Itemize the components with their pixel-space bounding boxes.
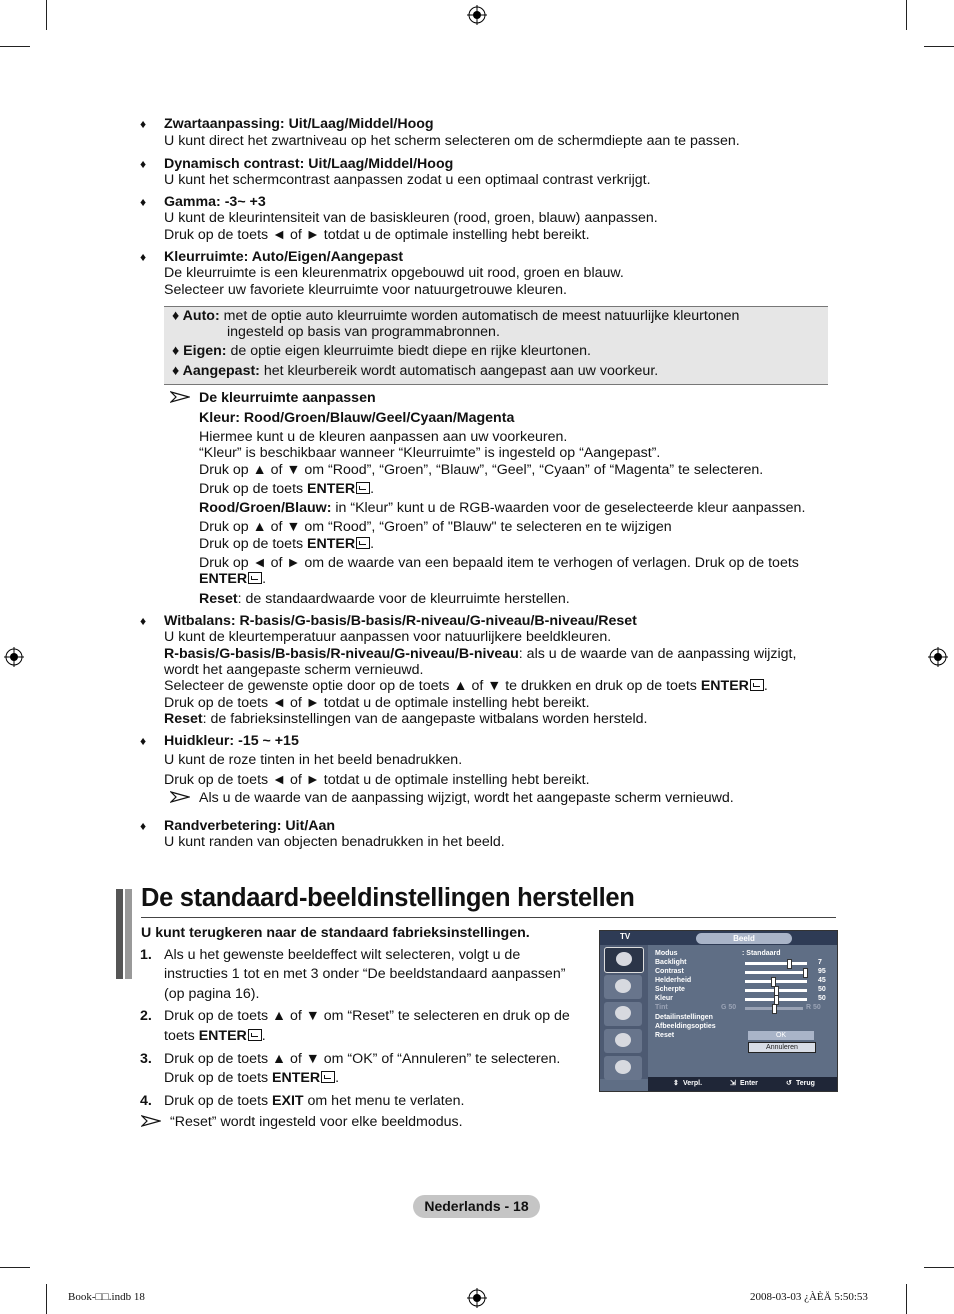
kleur-value: 50 — [818, 995, 826, 1002]
ok-option: OK — [748, 1031, 814, 1040]
contrast-value: 95 — [818, 968, 826, 975]
note-text: Als u de waarde van de aanpassing wijzigt, wordt het aangepaste scherm vernieuwd. — [199, 790, 734, 806]
crop-mark — [906, 1284, 907, 1314]
bullet-icon: ♦ — [140, 117, 147, 131]
step-text: Druk op de toets EXIT om het menu te verlaten. — [164, 1093, 465, 1109]
enter-icon — [248, 1029, 262, 1041]
step-text: Druk op de toets ▲ of ▼ om “Reset” te selecteren en druk op de — [164, 1008, 570, 1024]
bullet-text: Reset: de fabrieksinstellingen van de aangepaste witbalans worden hersteld. — [164, 711, 648, 727]
bullet-icon: ♦ — [140, 157, 147, 171]
step-number: 2. — [140, 1008, 152, 1024]
note-subheading: Kleur: Rood/Groen/Blauw/Geel/Cyaan/Magenta — [199, 410, 515, 426]
menu-item-backlight: Backlight — [655, 959, 687, 966]
bullet-text: wordt het aangepaste scherm vernieuwd. — [164, 662, 424, 678]
option-aangepast: ♦ Aangepast: het kleurbereik wordt automatisch aangepast aan uw voorkeur. — [172, 363, 659, 379]
step-number: 3. — [140, 1051, 152, 1067]
note-text: ENTER . — [199, 571, 267, 587]
tint-r-value: R 50 — [806, 1004, 821, 1011]
registration-mark-icon — [928, 647, 948, 667]
note-text: Druk op de toets ENTER . — [199, 481, 375, 497]
bullet-title: Zwartaanpassing: Uit/Laag/Middel/Hoog — [164, 116, 434, 132]
section-divider — [141, 917, 836, 918]
bullet-icon: ♦ — [140, 195, 147, 209]
sound-icon — [604, 975, 642, 999]
section-bar — [116, 889, 123, 979]
bullet-title: Kleurruimte: Auto/Eigen/Aangepast — [164, 249, 404, 265]
menu-item-contrast: Contrast — [655, 968, 684, 975]
note-text: Hiermee kunt u de kleuren aanpassen aan uw voorkeuren. — [199, 429, 568, 445]
input-icon — [604, 1056, 642, 1080]
crop-mark — [0, 1267, 30, 1268]
menu-item-kleur: Kleur — [655, 995, 673, 1002]
tv-menu-header — [600, 931, 837, 945]
crop-mark — [924, 1267, 954, 1268]
menu-item-scherpte: Scherpte — [655, 986, 685, 993]
step-text: Druk op de toets ▲ of ▼ om “OK” of “Annuleren” te selecteren. — [164, 1051, 561, 1067]
bullet-text: U kunt direct het zwartniveau op het scherm selecteren om de schermdiepte aan te passen. — [164, 133, 740, 149]
tint-g-value: G 50 — [721, 1004, 737, 1011]
bullet-text: De kleurruimte is een kleurenmatrix opgebouwd uit rood, groen en blauw. — [164, 265, 624, 281]
bullet-text: U kunt de kleurintensiteit van de basiskleuren (rood, groen, blauw) aanpassen. — [164, 210, 658, 226]
bullet-text: R-basis/G-basis/B-basis/R-niveau/G-niveau/B-niveau: als u de waarde van de aanpassing wijzigt, — [164, 646, 797, 662]
note-text: Druk op ◄ of ► om de waarde van een bepaald item te verhogen of verlagen. Druk op de toets — [199, 555, 799, 571]
updown-icon: ⇕ — [673, 1080, 679, 1087]
menu-item-afbeelding: Afbeeldingsopties — [655, 1023, 716, 1030]
tv-label: TV — [620, 932, 631, 941]
print-slug-left: Book-□□.indb 18 — [68, 1291, 145, 1303]
bullet-title: Witbalans: R-basis/G-basis/B-basis/R-niveau/G-niveau/B-niveau/Reset — [164, 613, 637, 629]
note-text: Druk op ▲ of ▼ om “Rood”, “Groen” of "Blauw" te selecteren en te wijzigen — [199, 519, 672, 535]
cancel-option: Annuleren — [748, 1042, 816, 1053]
bullet-title: Gamma: -3~ +3 — [164, 194, 266, 210]
crop-mark — [46, 1284, 47, 1314]
note-text: Druk op de toets ENTER . — [199, 536, 375, 552]
backlight-slider — [745, 962, 807, 965]
note-arrow-icon — [141, 1115, 161, 1127]
bullet-icon: ♦ — [140, 734, 147, 748]
crop-mark — [46, 0, 47, 30]
enter-icon — [356, 482, 370, 494]
scherpte-slider — [745, 989, 807, 992]
section-intro: U kunt terugkeren naar de standaard fabrieksinstellingen. — [141, 925, 530, 941]
registration-mark-icon — [467, 1288, 487, 1308]
bullet-text: Selecteer uw favoriete kleurruimte voor natuurgetrouwe kleuren. — [164, 282, 567, 298]
backlight-value: 7 — [818, 959, 822, 966]
crop-mark — [924, 46, 954, 47]
page-number-badge: Nederlands - 18 — [413, 1195, 540, 1218]
return-icon: ↺ — [786, 1080, 792, 1087]
bullet-text: Druk op de toets ◄ of ► totdat u de optimale instelling hebt bereikt. — [164, 695, 590, 711]
note-text: Reset: de standaardwaarde voor de kleurruimte herstellen. — [199, 591, 570, 607]
bullet-text: Selecteer de gewenste optie door op de toets ▲ of ▼ te drukken en druk op de toets ENTER . — [164, 678, 768, 694]
step-text: instructies 1 tot en met 3 onder “De beeldstandaard aanpassen” — [164, 966, 566, 982]
note-text: “Reset” wordt ingesteld voor elke beeldmodus. — [170, 1114, 463, 1130]
registration-mark-icon — [467, 5, 487, 25]
bullet-icon: ♦ — [140, 614, 147, 628]
bullet-icon: ♦ — [140, 250, 147, 264]
section-title: De standaard-beeldinstellingen herstellen — [141, 884, 635, 912]
channel-icon — [604, 1002, 642, 1026]
registration-mark-icon — [4, 647, 24, 667]
note-text: Druk op ▲ of ▼ om “Rood”, “Groen”, “Blauw”, “Geel”, “Cyaan” of “Magenta” te selecteren. — [199, 462, 764, 478]
tv-menu-main — [650, 947, 836, 1077]
note-heading: De kleurruimte aanpassen — [199, 390, 376, 406]
step-text: Druk op de toets ENTER . — [164, 1070, 340, 1086]
enter-icon — [750, 679, 764, 691]
helderheid-value: 45 — [818, 977, 826, 984]
menu-item-modus: Modus — [655, 950, 678, 957]
setup-icon — [604, 1029, 642, 1053]
bullet-text: Druk op de toets ◄ of ► totdat u de optimale instelling hebt bereikt. — [164, 772, 590, 788]
enter-icon — [356, 537, 370, 549]
step-number: 1. — [140, 947, 152, 963]
step-number: 4. — [140, 1093, 152, 1109]
note-arrow-icon — [170, 391, 190, 403]
note-arrow-icon — [170, 791, 190, 803]
step-text: (op pagina 16). — [164, 986, 260, 1002]
menu-item-helderheid: Helderheid — [655, 977, 692, 984]
bullet-title: Dynamisch contrast: Uit/Laag/Middel/Hoog — [164, 156, 454, 172]
note-text: Rood/Groen/Blauw: in “Kleur” kunt u de RGB-waarden voor de geselecteerde kleur aanpassen. — [199, 500, 806, 516]
enter-icon: ⇲ — [730, 1080, 736, 1087]
section-bar — [125, 889, 132, 979]
bullet-icon: ♦ — [140, 819, 147, 833]
crop-mark — [0, 46, 30, 47]
bullet-title: Huidkleur: -15 ~ +15 — [164, 733, 299, 749]
menu-item-reset: Reset — [655, 1032, 675, 1039]
bullet-title: Randverbetering: Uit/Aan — [164, 818, 336, 834]
option-eigen: ♦ Eigen: de optie eigen kleurruimte biedt diepe en rijke kleurtonen. — [172, 343, 591, 359]
kleur-slider — [745, 998, 807, 1001]
print-slug-right: 2008-03-03 ¿ÀÈÄ 5:50:53 — [750, 1291, 868, 1303]
picture-icon — [604, 947, 644, 973]
contrast-slider — [745, 971, 807, 974]
step-text: toets ENTER . — [164, 1028, 266, 1044]
enter-icon — [321, 1071, 335, 1083]
nav-enter-label: Enter — [740, 1080, 758, 1087]
tv-menu-navbar — [648, 1077, 837, 1091]
enter-icon — [248, 572, 262, 584]
menu-item-tint: Tint — [655, 1004, 668, 1011]
helderheid-slider — [745, 980, 807, 983]
bullet-text: U kunt randen van objecten benadrukken in het beeld. — [164, 834, 505, 850]
menu-item-detail: Detailinstellingen — [655, 1014, 713, 1021]
bullet-text: U kunt de roze tinten in het beeld benadrukken. — [164, 752, 463, 768]
nav-back-label: Terug — [796, 1080, 815, 1087]
nav-move-label: Verpl. — [683, 1080, 703, 1087]
bullet-text: U kunt de kleurtemperatuur aanpassen voor natuurlijkere beeldkleuren. — [164, 629, 612, 645]
tv-menu-screenshot — [599, 930, 838, 1092]
tv-menu-title: Beeld — [696, 933, 792, 944]
tint-slider — [745, 1007, 803, 1010]
step-text: Als u het gewenste beeldeffect wilt selecteren, volgt u de — [164, 947, 521, 963]
crop-mark — [906, 0, 907, 30]
bullet-text: U kunt het schermcontrast aanpassen zodat u een optimaal contrast verkrijgt. — [164, 172, 651, 188]
option-auto-cont: ingesteld op basis van programmabronnen. — [227, 324, 500, 340]
reset-popup — [748, 1031, 816, 1053]
scherpte-value: 50 — [818, 986, 826, 993]
tv-menu-sidebar — [600, 945, 648, 1079]
bullet-text: Druk op de toets ◄ of ► totdat u de optimale instelling hebt bereikt. — [164, 227, 590, 243]
note-text: “Kleur” is beschikbaar wanneer “Kleurruimte” is ingesteld op “Aangepast”. — [199, 445, 661, 461]
option-auto: ♦ Auto: met de optie auto kleurruimte worden automatisch de meest natuurlijke kleurtonen — [172, 308, 740, 324]
menu-item-modus-value: : Standaard — [742, 950, 781, 957]
